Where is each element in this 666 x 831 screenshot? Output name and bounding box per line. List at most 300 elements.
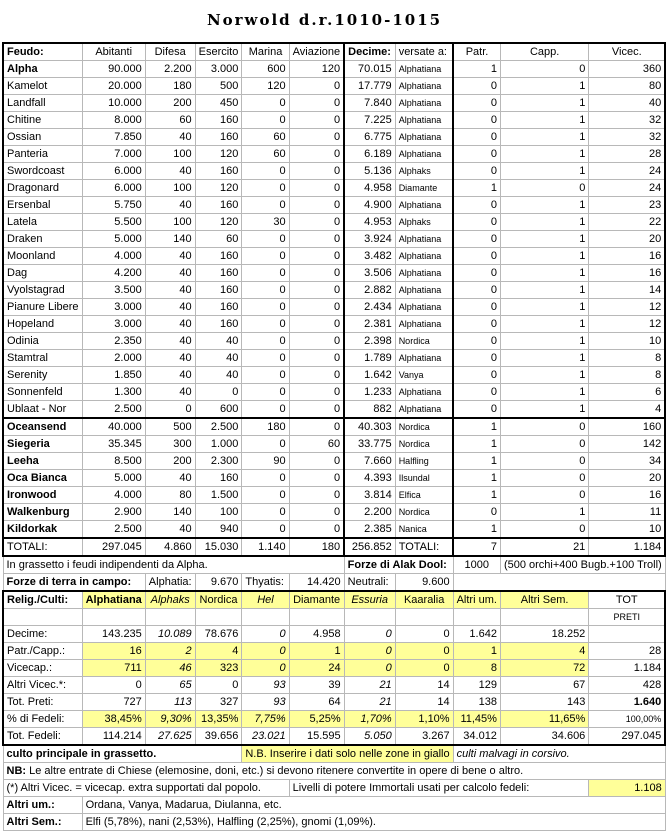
feudo-cell[interactable]: 0 — [453, 146, 500, 163]
feudo-cell[interactable]: 0 — [242, 487, 289, 504]
feudo-cell[interactable]: 0 — [242, 299, 289, 316]
feudo-cell[interactable]: 6.189 — [344, 146, 395, 163]
relig-cell[interactable]: 114.214 — [82, 728, 145, 746]
feudo-cell[interactable]: 8.000 — [82, 112, 145, 129]
relig-cell[interactable]: 5.050 — [344, 728, 395, 746]
feudo-cell[interactable]: 4.900 — [344, 197, 395, 214]
feudo-cell[interactable]: Nordica — [395, 504, 453, 521]
feudo-cell[interactable]: 0 — [453, 265, 500, 282]
feudo-cell[interactable]: 0 — [242, 350, 289, 367]
feudo-cell[interactable]: 34 — [589, 453, 665, 470]
feudo-cell[interactable]: 0 — [289, 214, 344, 231]
relig-cell[interactable]: 23.021 — [242, 728, 289, 746]
relig-cell[interactable]: 16 — [82, 643, 145, 660]
feudo-cell[interactable]: 5.500 — [82, 214, 145, 231]
feudo-cell[interactable]: 2.500 — [82, 401, 145, 419]
relig-cell[interactable]: 4.958 — [289, 626, 344, 643]
relig-cell[interactable]: 39 — [289, 677, 344, 694]
feudo-cell[interactable]: 940 — [195, 521, 242, 539]
feudo-cell[interactable]: 40 — [145, 265, 195, 282]
feudo-cell[interactable]: 90 — [242, 453, 289, 470]
relig-cell[interactable]: 2 — [145, 643, 195, 660]
feudo-cell[interactable]: 0 — [453, 333, 500, 350]
feudo-cell[interactable]: Alphatiana — [395, 282, 453, 299]
feudo-cell[interactable]: 5.000 — [82, 470, 145, 487]
feudo-cell[interactable]: 0 — [289, 146, 344, 163]
relig-cell[interactable]: 64 — [289, 694, 344, 711]
feudo-cell[interactable]: 0 — [289, 129, 344, 146]
feudo-cell[interactable]: 0 — [242, 470, 289, 487]
feudo-cell[interactable]: 1.000 — [195, 436, 242, 453]
relig-cell[interactable]: 14 — [395, 677, 453, 694]
feudo-cell[interactable]: 1 — [500, 384, 588, 401]
relig-cell[interactable]: 15.595 — [289, 728, 344, 746]
relig-cell[interactable]: 21 — [344, 677, 395, 694]
feudo-cell[interactable]: 3.000 — [195, 61, 242, 78]
feudo-cell[interactable]: Nordica — [395, 436, 453, 453]
feudo-cell[interactable]: Ilsundal — [395, 470, 453, 487]
feudo-cell[interactable]: 6.000 — [82, 163, 145, 180]
feudo-cell[interactable]: 22 — [589, 214, 665, 231]
feudo-cell[interactable]: 16 — [589, 265, 665, 282]
relig-cell[interactable]: 72 — [500, 660, 588, 677]
relig-cell[interactable]: 0 — [395, 626, 453, 643]
feudo-cell[interactable]: 0 — [289, 197, 344, 214]
feudo-cell[interactable]: Alphatiana — [395, 299, 453, 316]
relig-cell[interactable]: 0 — [242, 660, 289, 677]
feudo-cell[interactable]: 2.434 — [344, 299, 395, 316]
feudo-cell[interactable]: 1 — [500, 95, 588, 112]
feudo-cell[interactable]: 40 — [145, 470, 195, 487]
relig-cell[interactable]: 3.267 — [395, 728, 453, 746]
feudo-cell[interactable]: 0 — [289, 316, 344, 333]
feudo-cell[interactable]: Alphatiana — [395, 350, 453, 367]
relig-cell[interactable]: 38,45% — [82, 711, 145, 728]
feudo-cell[interactable]: 0 — [289, 504, 344, 521]
feudo-cell[interactable]: 0 — [242, 436, 289, 453]
feudo-cell[interactable]: 60 — [242, 129, 289, 146]
feudo-cell[interactable]: 2.500 — [82, 521, 145, 539]
relig-cell[interactable]: 46 — [145, 660, 195, 677]
feudo-cell[interactable]: 6.775 — [344, 129, 395, 146]
feudo-cell[interactable]: 0 — [500, 521, 588, 539]
feudo-cell[interactable]: 70.015 — [344, 61, 395, 78]
feudo-cell[interactable]: 1 — [500, 129, 588, 146]
relig-cell[interactable]: 34.012 — [453, 728, 500, 746]
relig-cell[interactable]: 4 — [500, 643, 588, 660]
feudo-cell[interactable]: 0 — [453, 129, 500, 146]
feudo-cell[interactable]: Nanica — [395, 521, 453, 539]
feudo-cell[interactable]: 8 — [589, 350, 665, 367]
feudo-cell[interactable]: 3.506 — [344, 265, 395, 282]
feudo-cell[interactable]: 2.385 — [344, 521, 395, 539]
feudo-cell[interactable]: 7.840 — [344, 95, 395, 112]
relig-cell[interactable]: 27.625 — [145, 728, 195, 746]
feudo-cell[interactable]: 120 — [195, 180, 242, 197]
feudo-cell[interactable]: 60 — [145, 112, 195, 129]
feudo-cell[interactable]: 0 — [145, 401, 195, 419]
relig-cell[interactable]: 0 — [344, 660, 395, 677]
feudo-cell[interactable]: 0 — [500, 180, 588, 197]
feudo-cell[interactable]: 40 — [145, 299, 195, 316]
feudo-cell[interactable]: 4.393 — [344, 470, 395, 487]
feudo-cell[interactable]: Alphatiana — [395, 316, 453, 333]
relig-cell[interactable]: 0 — [344, 643, 395, 660]
feudo-cell[interactable]: 60 — [289, 436, 344, 453]
feudo-cell[interactable]: 0 — [242, 112, 289, 129]
relig-cell[interactable]: 711 — [82, 660, 145, 677]
feudo-cell[interactable]: 35.345 — [82, 436, 145, 453]
feudo-cell[interactable]: 120 — [195, 146, 242, 163]
feudo-cell[interactable]: 2.500 — [195, 418, 242, 436]
relig-cell[interactable]: 28 — [589, 643, 665, 660]
feudo-cell[interactable]: 1 — [500, 112, 588, 129]
feudo-cell[interactable]: 160 — [195, 163, 242, 180]
relig-cell[interactable]: 5,25% — [289, 711, 344, 728]
feudo-cell[interactable]: 0 — [289, 384, 344, 401]
feudo-cell[interactable]: 40 — [145, 129, 195, 146]
feudo-cell[interactable]: 2.350 — [82, 333, 145, 350]
feudo-cell[interactable]: 60 — [242, 146, 289, 163]
feudo-cell[interactable]: 2.200 — [344, 504, 395, 521]
feudo-cell[interactable]: 0 — [242, 248, 289, 265]
feudo-cell[interactable]: 0 — [453, 197, 500, 214]
feudo-cell[interactable]: 3.482 — [344, 248, 395, 265]
feudo-cell[interactable]: 20 — [589, 470, 665, 487]
feudo-cell[interactable]: 4.000 — [82, 248, 145, 265]
feudo-cell[interactable]: 140 — [145, 231, 195, 248]
feudo-cell[interactable]: 0 — [242, 333, 289, 350]
feudo-cell[interactable]: 0 — [500, 453, 588, 470]
feudo-cell[interactable]: 40 — [195, 333, 242, 350]
feudo-cell[interactable]: 7.660 — [344, 453, 395, 470]
feudo-cell[interactable]: 60 — [195, 231, 242, 248]
feudo-cell[interactable]: 0 — [453, 504, 500, 521]
feudo-cell[interactable]: 0 — [242, 180, 289, 197]
feudo-cell[interactable]: 0 — [289, 521, 344, 539]
relig-cell[interactable]: 39.656 — [195, 728, 242, 746]
feudo-cell[interactable]: 100 — [195, 504, 242, 521]
feudo-cell[interactable]: 0 — [242, 265, 289, 282]
feudo-cell[interactable]: 0 — [453, 401, 500, 419]
relig-cell[interactable]: 323 — [195, 660, 242, 677]
feudo-cell[interactable]: 20.000 — [82, 78, 145, 95]
feudo-cell[interactable]: Vanya — [395, 367, 453, 384]
relig-cell[interactable]: 1.642 — [453, 626, 500, 643]
feudo-cell[interactable]: 1 — [453, 418, 500, 436]
relig-cell[interactable]: 0 — [242, 643, 289, 660]
feudo-cell[interactable]: 1 — [500, 265, 588, 282]
relig-cell[interactable]: 9,30% — [145, 711, 195, 728]
feudo-cell[interactable]: 20 — [589, 231, 665, 248]
feudo-cell[interactable]: 40 — [145, 350, 195, 367]
feudo-cell[interactable]: 1 — [500, 214, 588, 231]
relig-cell[interactable]: 100,00% — [589, 711, 665, 728]
feudo-cell[interactable]: Alphatiana — [395, 265, 453, 282]
feudo-cell[interactable]: 3.814 — [344, 487, 395, 504]
feudo-cell[interactable]: 1 — [500, 163, 588, 180]
feudo-cell[interactable]: 1 — [500, 299, 588, 316]
feudo-cell[interactable]: 0 — [289, 470, 344, 487]
feudo-cell[interactable]: 2.398 — [344, 333, 395, 350]
feudo-cell[interactable]: 1 — [500, 401, 588, 419]
feudo-cell[interactable]: 120 — [289, 61, 344, 78]
relig-cell[interactable]: 0 — [395, 660, 453, 677]
feudo-cell[interactable]: 7.225 — [344, 112, 395, 129]
feudo-cell[interactable]: Nordica — [395, 418, 453, 436]
feudo-cell[interactable]: Diamante — [395, 180, 453, 197]
relig-cell[interactable]: 93 — [242, 694, 289, 711]
feudo-cell[interactable]: 0 — [289, 299, 344, 316]
feudo-cell[interactable]: 12 — [589, 316, 665, 333]
feudo-cell[interactable]: 10 — [589, 333, 665, 350]
relig-cell[interactable]: 0 — [195, 677, 242, 694]
feudo-cell[interactable]: 1 — [500, 197, 588, 214]
feudo-cell[interactable]: 4.200 — [82, 265, 145, 282]
feudo-cell[interactable]: Halfling — [395, 453, 453, 470]
feudo-cell[interactable]: 5.000 — [82, 231, 145, 248]
feudo-cell[interactable]: 0 — [453, 112, 500, 129]
feudo-cell[interactable]: 200 — [145, 453, 195, 470]
feudo-cell[interactable]: 0 — [453, 367, 500, 384]
feudo-cell[interactable]: 40 — [145, 163, 195, 180]
feudo-cell[interactable]: 0 — [289, 367, 344, 384]
relig-cell[interactable]: 1.640 — [589, 694, 665, 711]
feudo-cell[interactable]: 120 — [195, 214, 242, 231]
feudo-cell[interactable]: 0 — [242, 163, 289, 180]
feudo-cell[interactable]: 1.789 — [344, 350, 395, 367]
feudo-cell[interactable]: 0 — [453, 248, 500, 265]
feudo-cell[interactable]: 1.642 — [344, 367, 395, 384]
feudo-cell[interactable]: 0 — [242, 231, 289, 248]
feudo-cell[interactable]: 4.953 — [344, 214, 395, 231]
relig-cell[interactable]: 11,45% — [453, 711, 500, 728]
feudo-cell[interactable]: 40 — [145, 316, 195, 333]
feudo-cell[interactable]: 80 — [145, 487, 195, 504]
feudo-cell[interactable]: 32 — [589, 129, 665, 146]
feudo-cell[interactable]: 160 — [589, 418, 665, 436]
relig-cell[interactable]: 7,75% — [242, 711, 289, 728]
feudo-cell[interactable]: Alphatiana — [395, 248, 453, 265]
feudo-cell[interactable]: 500 — [195, 78, 242, 95]
relig-cell[interactable]: 1,70% — [344, 711, 395, 728]
feudo-cell[interactable]: 0 — [500, 436, 588, 453]
feudo-cell[interactable]: 160 — [195, 265, 242, 282]
feudo-cell[interactable]: 2.200 — [145, 61, 195, 78]
feudo-cell[interactable]: 0 — [242, 367, 289, 384]
feudo-cell[interactable]: 24 — [589, 180, 665, 197]
feudo-cell[interactable]: 1 — [500, 316, 588, 333]
feudo-cell[interactable]: 1.233 — [344, 384, 395, 401]
feudo-cell[interactable]: 40.303 — [344, 418, 395, 436]
feudo-cell[interactable]: 0 — [242, 504, 289, 521]
feudo-cell[interactable]: 160 — [195, 112, 242, 129]
feudo-cell[interactable]: 8.500 — [82, 453, 145, 470]
feudo-cell[interactable]: Alphatiana — [395, 384, 453, 401]
relig-cell[interactable]: 78.676 — [195, 626, 242, 643]
feudo-cell[interactable]: 1 — [453, 487, 500, 504]
feudo-cell[interactable]: 500 — [145, 418, 195, 436]
feudo-cell[interactable]: 24 — [589, 163, 665, 180]
relig-cell[interactable]: 65 — [145, 677, 195, 694]
feudo-cell[interactable]: 14 — [589, 282, 665, 299]
feudo-cell[interactable]: 2.900 — [82, 504, 145, 521]
relig-cell[interactable]: 1 — [453, 643, 500, 660]
relig-cell[interactable]: 129 — [453, 677, 500, 694]
feudo-cell[interactable]: 0 — [500, 61, 588, 78]
feudo-cell[interactable]: 3.924 — [344, 231, 395, 248]
relig-cell[interactable]: 1 — [289, 643, 344, 660]
feudo-cell[interactable]: 16 — [589, 487, 665, 504]
feudo-cell[interactable]: 600 — [195, 401, 242, 419]
feudo-cell[interactable]: Alphatiana — [395, 197, 453, 214]
feudo-cell[interactable]: 0 — [453, 214, 500, 231]
feudo-cell[interactable]: 3.000 — [82, 299, 145, 316]
relig-cell[interactable]: 13,35% — [195, 711, 242, 728]
feudo-cell[interactable]: 1.850 — [82, 367, 145, 384]
feudo-cell[interactable]: 40 — [145, 333, 195, 350]
feudo-cell[interactable]: 28 — [589, 146, 665, 163]
feudo-cell[interactable]: 600 — [242, 61, 289, 78]
feudo-cell[interactable]: 1 — [500, 350, 588, 367]
feudo-cell[interactable]: 1 — [453, 61, 500, 78]
feudo-cell[interactable]: 7.850 — [82, 129, 145, 146]
feudo-cell[interactable]: 10 — [589, 521, 665, 539]
relig-cell[interactable]: 113 — [145, 694, 195, 711]
feudo-cell[interactable]: 0 — [453, 78, 500, 95]
feudo-cell[interactable]: 23 — [589, 197, 665, 214]
feudo-cell[interactable]: 12 — [589, 299, 665, 316]
feudo-cell[interactable]: 0 — [289, 180, 344, 197]
feudo-cell[interactable]: 140 — [145, 504, 195, 521]
feudo-cell[interactable]: 100 — [145, 180, 195, 197]
feudo-cell[interactable]: 1 — [500, 231, 588, 248]
feudo-cell[interactable]: 1 — [453, 470, 500, 487]
relig-cell[interactable]: 1,10% — [395, 711, 453, 728]
feudo-cell[interactable]: 40 — [145, 521, 195, 539]
feudo-cell[interactable]: 160 — [195, 248, 242, 265]
relig-cell[interactable]: 1.184 — [589, 660, 665, 677]
relig-cell[interactable]: 727 — [82, 694, 145, 711]
relig-cell[interactable]: 18.252 — [500, 626, 588, 643]
feudo-cell[interactable]: 360 — [589, 61, 665, 78]
feudo-cell[interactable]: 100 — [145, 146, 195, 163]
feudo-cell[interactable]: 0 — [289, 78, 344, 95]
feudo-cell[interactable]: 100 — [145, 214, 195, 231]
feudo-cell[interactable]: 1 — [500, 78, 588, 95]
feudo-cell[interactable]: Alphatiana — [395, 129, 453, 146]
feudo-cell[interactable]: 2.882 — [344, 282, 395, 299]
feudo-cell[interactable]: 120 — [242, 78, 289, 95]
feudo-cell[interactable]: 0 — [289, 248, 344, 265]
feudo-cell[interactable]: 2.300 — [195, 453, 242, 470]
feudo-cell[interactable]: 1 — [453, 453, 500, 470]
feudo-cell[interactable]: 90.000 — [82, 61, 145, 78]
feudo-cell[interactable]: 0 — [289, 282, 344, 299]
feudo-cell[interactable]: 40 — [145, 282, 195, 299]
feudo-cell[interactable]: 180 — [145, 78, 195, 95]
feudo-cell[interactable]: 1 — [500, 248, 588, 265]
feudo-cell[interactable]: 200 — [145, 95, 195, 112]
feudo-cell[interactable]: 0 — [289, 112, 344, 129]
feudo-cell[interactable]: 0 — [242, 95, 289, 112]
feudo-cell[interactable]: 30 — [242, 214, 289, 231]
relig-cell[interactable]: 4 — [195, 643, 242, 660]
relig-cell[interactable]: 0 — [344, 626, 395, 643]
feudo-cell[interactable]: 180 — [242, 418, 289, 436]
relig-cell[interactable]: 143.235 — [82, 626, 145, 643]
feudo-cell[interactable]: 0 — [242, 521, 289, 539]
relig-cell[interactable]: 138 — [453, 694, 500, 711]
feudo-cell[interactable]: 142 — [589, 436, 665, 453]
feudo-cell[interactable]: 0 — [289, 231, 344, 248]
feudo-cell[interactable]: 6.000 — [82, 180, 145, 197]
feudo-cell[interactable]: 0 — [453, 316, 500, 333]
feudo-cell[interactable]: Alphatiana — [395, 401, 453, 419]
feudo-cell[interactable]: 3.500 — [82, 282, 145, 299]
feudo-cell[interactable]: 1 — [500, 282, 588, 299]
relig-cell[interactable]: 10.089 — [145, 626, 195, 643]
feudo-cell[interactable]: 17.779 — [344, 78, 395, 95]
relig-cell[interactable]: 0 — [395, 643, 453, 660]
feudo-cell[interactable]: 160 — [195, 282, 242, 299]
feudo-cell[interactable]: 1.500 — [195, 487, 242, 504]
feudo-cell[interactable]: 0 — [500, 418, 588, 436]
feudo-cell[interactable]: 0 — [289, 95, 344, 112]
feudo-cell[interactable]: 1 — [500, 504, 588, 521]
feudo-cell[interactable]: 4.000 — [82, 487, 145, 504]
relig-cell[interactable]: 8 — [453, 660, 500, 677]
feudo-cell[interactable]: Alphatiana — [395, 95, 453, 112]
feudo-cell[interactable]: 0 — [500, 470, 588, 487]
feudo-cell[interactable]: 160 — [195, 316, 242, 333]
feudo-cell[interactable]: 0 — [242, 316, 289, 333]
feudo-cell[interactable]: 0 — [289, 163, 344, 180]
relig-cell[interactable]: 143 — [500, 694, 588, 711]
feudo-cell[interactable]: 40 — [195, 367, 242, 384]
feudo-cell[interactable]: 11 — [589, 504, 665, 521]
feudo-cell[interactable]: 0 — [500, 487, 588, 504]
feudo-cell[interactable]: 0 — [453, 163, 500, 180]
feudo-cell[interactable]: 16 — [589, 248, 665, 265]
feudo-cell[interactable]: Alphatiana — [395, 146, 453, 163]
feudo-cell[interactable]: 160 — [195, 470, 242, 487]
feudo-cell[interactable]: 5.750 — [82, 197, 145, 214]
relig-cell[interactable]: 34.606 — [500, 728, 588, 746]
relig-cell[interactable]: 0 — [82, 677, 145, 694]
relig-cell[interactable]: 0 — [242, 626, 289, 643]
feudo-cell[interactable]: 0 — [453, 350, 500, 367]
feudo-cell[interactable]: 0 — [289, 487, 344, 504]
relig-cell[interactable]: 297.045 — [589, 728, 665, 746]
feudo-cell[interactable]: 40 — [145, 248, 195, 265]
feudo-cell[interactable]: 0 — [195, 384, 242, 401]
feudo-cell[interactable]: 0 — [242, 282, 289, 299]
feudo-cell[interactable]: 4.958 — [344, 180, 395, 197]
feudo-cell[interactable]: 0 — [453, 384, 500, 401]
feudo-cell[interactable]: 160 — [195, 129, 242, 146]
feudo-cell[interactable]: 40.000 — [82, 418, 145, 436]
feudo-cell[interactable]: 160 — [195, 197, 242, 214]
relig-cell[interactable]: 428 — [589, 677, 665, 694]
livelli-value[interactable]: 1.108 — [589, 780, 665, 797]
feudo-cell[interactable]: 0 — [453, 299, 500, 316]
feudo-cell[interactable]: 8 — [589, 367, 665, 384]
feudo-cell[interactable]: 0 — [289, 333, 344, 350]
feudo-cell[interactable]: Alphaks — [395, 214, 453, 231]
feudo-cell[interactable]: 0 — [242, 384, 289, 401]
relig-cell[interactable]: 67 — [500, 677, 588, 694]
